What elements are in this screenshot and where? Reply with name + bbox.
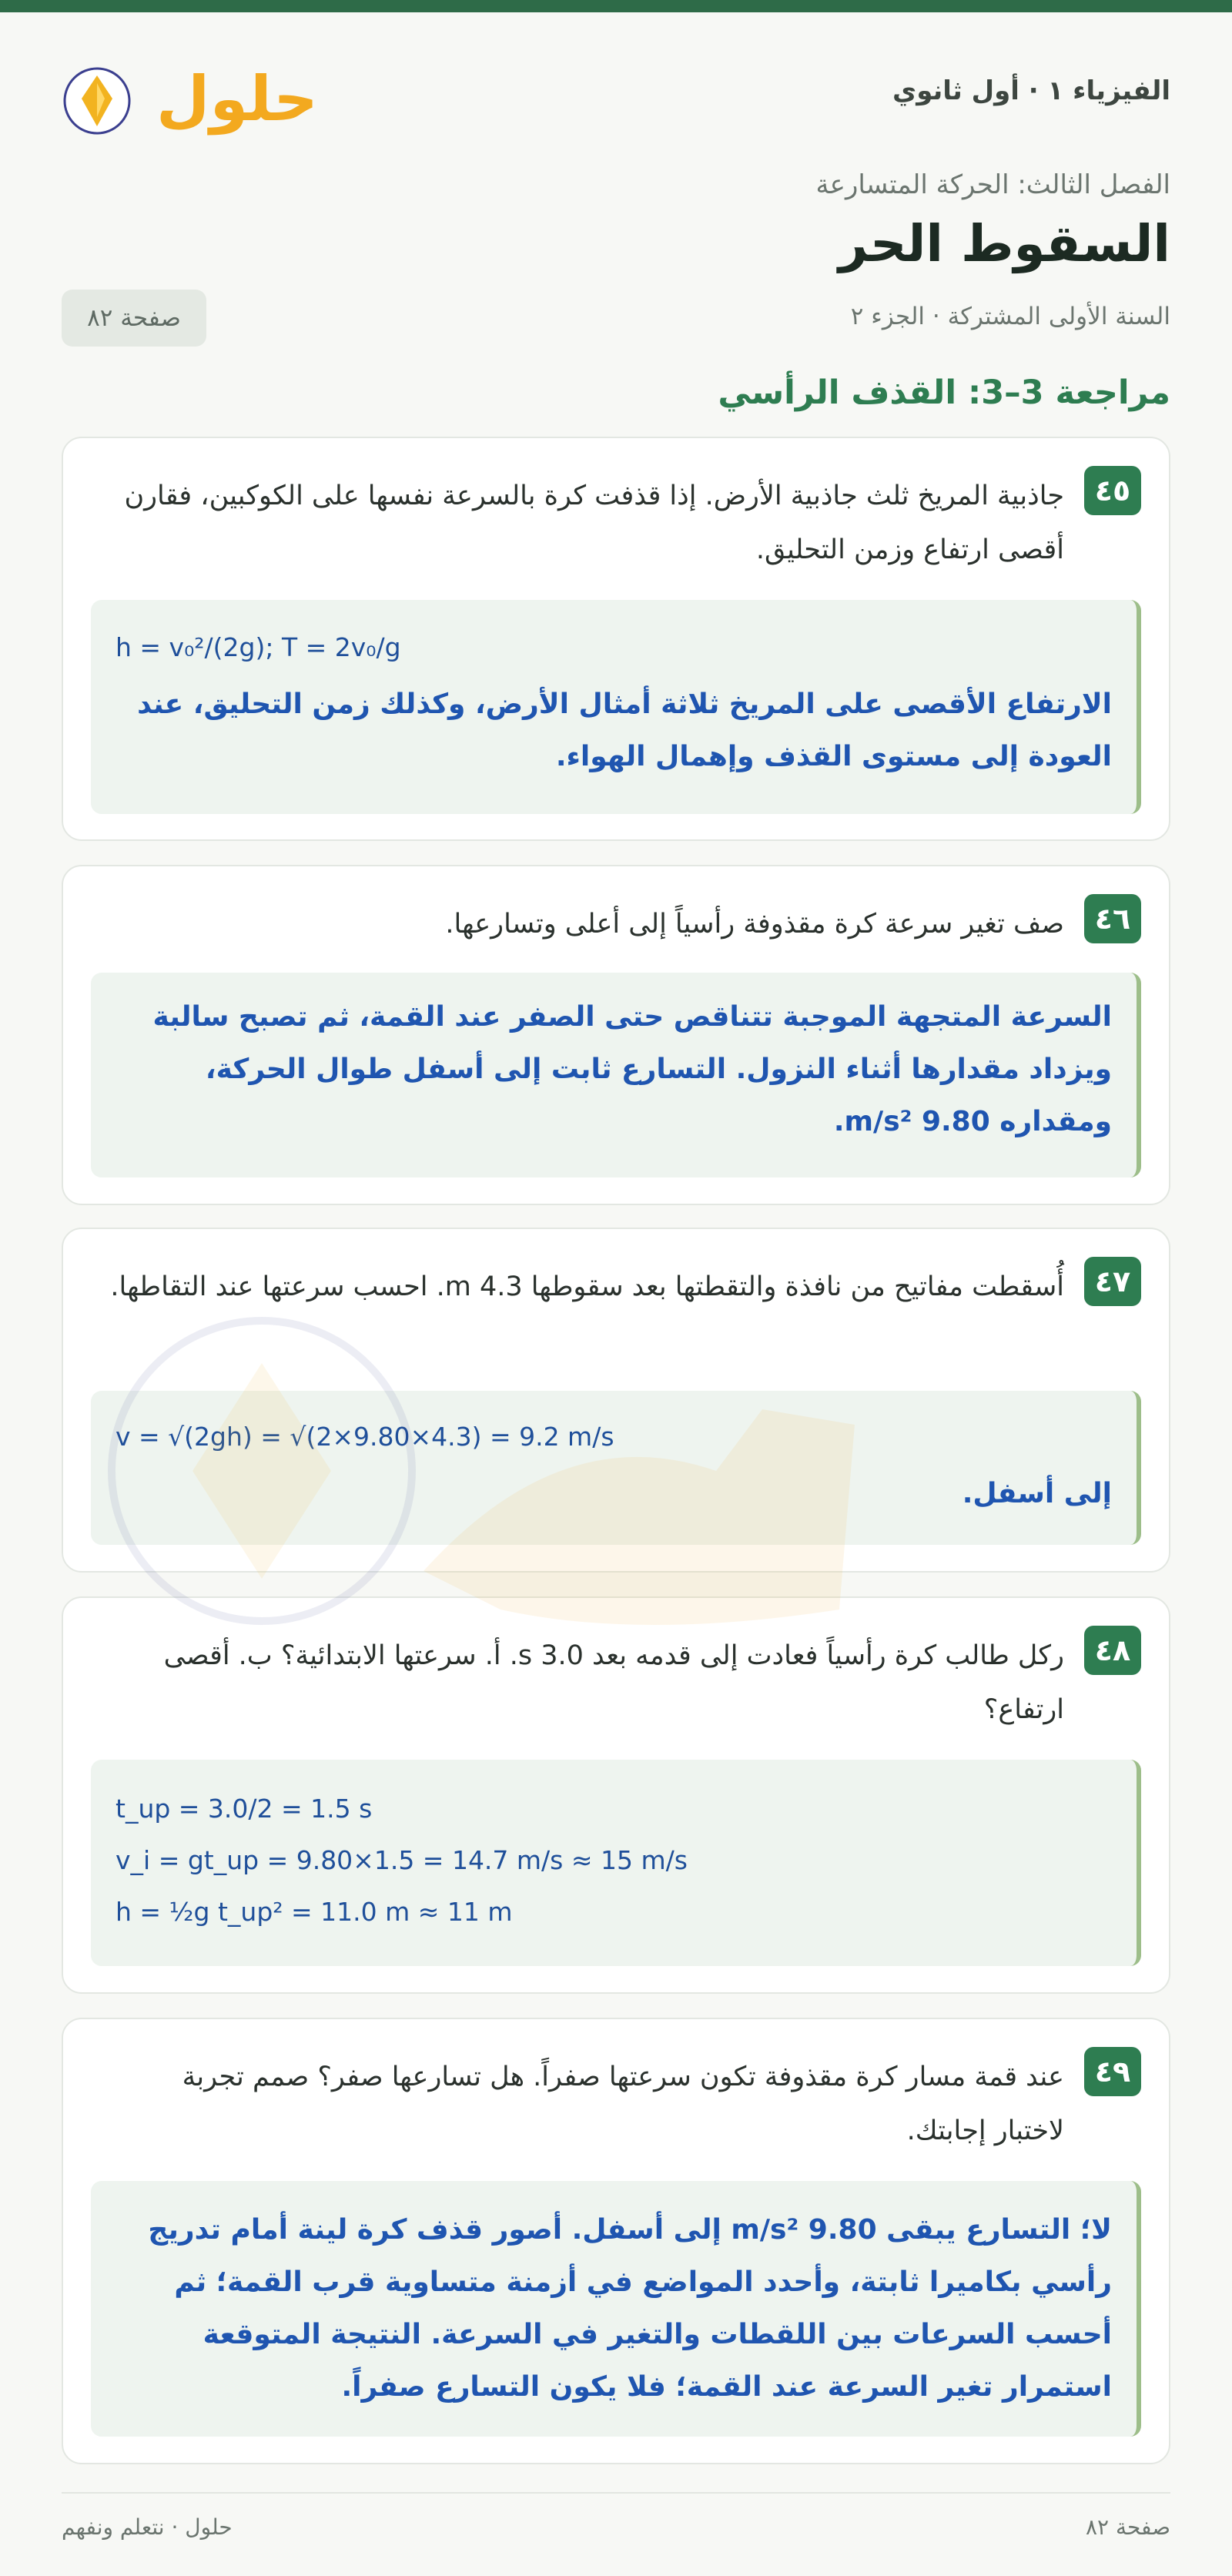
question-text: عند قمة مسار كرة مقذوفة تكون سرعتها صفراً. هل تسارعها صفر؟ صمم تجربة لاختبار إجابتك.: [182, 2062, 1064, 2146]
page-title: السقوط الحر: [839, 214, 1170, 273]
question-number: ٤٩: [1084, 2047, 1141, 2096]
question-card-46: [62, 865, 1170, 1205]
question-number: ٤٥: [1084, 466, 1141, 515]
answer-box: [91, 973, 1141, 1177]
answer-box: [91, 1760, 1141, 1966]
answer-box: [91, 1391, 1141, 1545]
logo-icon: [62, 51, 318, 136]
question-text: ركل طالب كرة رأسياً فعادت إلى قدمه بعد 3.0 s. أ. سرعتها الابتدائية؟ ب. أقصى ارتفاع؟: [163, 1640, 1064, 1725]
footer-page-number: صفحة ٨٢: [1085, 2514, 1170, 2540]
footer-brand: حلول · نتعلم ونفهم: [62, 2514, 233, 2540]
question-text: صف تغير سرعة كرة مقذوفة رأسياً إلى أعلى وتسارعها.: [445, 909, 1064, 940]
chapter-title: الفصل الثالث: الحركة المتسارعة: [815, 169, 1170, 200]
hulool-logo[interactable]: [62, 51, 318, 136]
answer-text: السرعة المتجهة الموجبة تتناقص حتى الصفر عند القمة، ثم تصبح سالبة ويزداد مقدارها أثناء النزول. التسارع ثابت إلى أسفل طوال الحركة، ومقداره 9.80 m/s².: [152, 1001, 1112, 1137]
question-text: جاذبية المريخ ثلث جاذبية الأرض. إذا قذفت كرة بالسرعة نفسها على الكوكبين، فقارن أقصى ارتفاع وزمن التحليق.: [124, 481, 1064, 565]
page-header: [62, 46, 1170, 139]
page-number-badge: صفحة ٨٢: [62, 290, 206, 347]
question-card-45: [62, 437, 1170, 841]
subject-label: الفيزياء ١ · أول ثانوي: [892, 75, 1170, 106]
footer-divider: [62, 2492, 1170, 2494]
question-card-49: [62, 2018, 1170, 2464]
answer-formula: v = √(2gh) = √(2×9.80×4.3) = 9.2 m/s: [116, 1422, 614, 1452]
answer-formula: v_i = gt_up = 9.80×1.5 = 14.7 m/s ≈ 15 m/s: [116, 1845, 688, 1875]
answer-formula: h = v₀²/(2g); T = 2v₀/g: [116, 632, 401, 662]
question-number: ٤٧: [1084, 1257, 1141, 1306]
top-accent-bar: [0, 0, 1232, 12]
answer-text: لا؛ التسارع يبقى 9.80 m/s² إلى أسفل. أصور قذف كرة لينة أمام تدريج رأسي بكاميرا ثابتة، وأحدد المواضع في أزمنة متساوية قرب القمة؛ ثم أحسب السرعات بين اللقطات والتغير في السرعة. النتيجة المتوقعة استمرار تغير السرعة عند القمة؛ فلا يكون التسارع صفراً.: [148, 2214, 1112, 2403]
question-number: ٤٨: [1084, 1626, 1141, 1675]
answer-box: [91, 2181, 1141, 2437]
answer-text: إلى أسفل.: [962, 1478, 1112, 1509]
question-text: أُسقطت مفاتيح من نافذة والتقطتها بعد سقوطها 4.3 m. احسب سرعتها عند التقاطها.: [110, 1271, 1064, 1302]
answer-text: الارتفاع الأقصى على المريخ ثلاثة أمثال الأرض، وكذلك زمن التحليق، عند العودة إلى مستوى القذف وإهمال الهواء.: [137, 688, 1112, 772]
logo-text: حلول: [156, 63, 318, 135]
section-title: مراجعة 3–3: القذف الرأسي: [718, 374, 1170, 412]
answer-formula: h = ½g t_up² = 11.0 m ≈ 11 m: [116, 1897, 513, 1927]
question-number: ٤٦: [1084, 894, 1141, 943]
answer-formula: t_up = 3.0/2 = 1.5 s: [116, 1794, 373, 1824]
answer-box: [91, 600, 1141, 814]
grade-label: السنة الأولى المشتركة · الجزء ٢: [850, 303, 1170, 330]
question-card-47: [62, 1228, 1170, 1573]
question-card-48: [62, 1596, 1170, 1994]
